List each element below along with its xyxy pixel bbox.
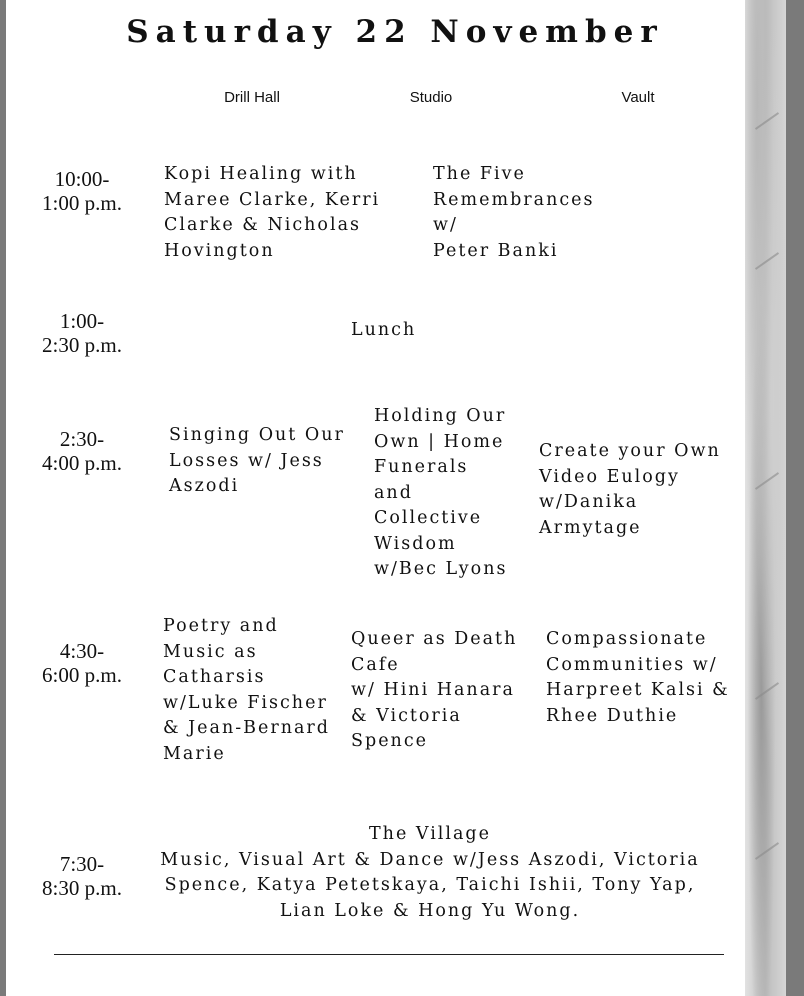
session-the-village: The Village Music, Visual Art & Dance w/Jess Aszodi, Victoria Spence, Katya Petetskaya, Taichi Ishii, Tony Yap, Lian Loke & Hong Yu Wong. xyxy=(160,824,700,921)
session-kopi-healing: Kopi Healing with Maree Clarke, Kerri Clarke & Nicholas Hovington xyxy=(164,164,381,261)
time-slot-3: 2:30- 4:00 p.m. xyxy=(42,427,122,475)
venue-studio: Studio xyxy=(409,89,453,106)
session-five-remembrances: The Five Remembrances w/ Peter Banki xyxy=(433,164,595,261)
time-slot-2: 1:00- 2:30 p.m. xyxy=(42,309,122,357)
session-holding-our-own: Holding Our Own | Home Funerals and Collective Wisdom w/Bec Lyons xyxy=(374,406,508,579)
marble-border-decoration xyxy=(745,0,786,996)
time-slot-5: 7:30- 8:30 p.m. xyxy=(42,852,122,900)
bottom-divider xyxy=(54,954,724,955)
venue-vault: Vault xyxy=(621,89,655,106)
session-poetry-music: Poetry and Music as Catharsis w/Luke Fischer & Jean-Bernard Marie xyxy=(163,616,330,764)
session-video-eulogy: Create your Own Video Eulogy w/Danika Armytage xyxy=(539,441,721,538)
session-singing-out: Singing Out Our Losses w/ Jess Aszodi xyxy=(169,425,345,496)
venue-drill-hall: Drill Hall xyxy=(224,89,280,106)
session-compassionate-communities: Compassionate Communities w/ Harpreet Kalsi & Rhee Duthie xyxy=(546,629,730,726)
time-slot-4: 4:30- 6:00 p.m. xyxy=(42,639,122,687)
viewer-edge xyxy=(786,0,804,996)
time-slot-1: 10:00- 1:00 p.m. xyxy=(42,167,122,215)
page-title: Saturday 22 November xyxy=(126,14,664,50)
session-queer-death-cafe: Queer as Death Cafe w/ Hini Hanara & Victoria Spence xyxy=(351,629,518,751)
session-lunch: Lunch xyxy=(351,320,417,340)
